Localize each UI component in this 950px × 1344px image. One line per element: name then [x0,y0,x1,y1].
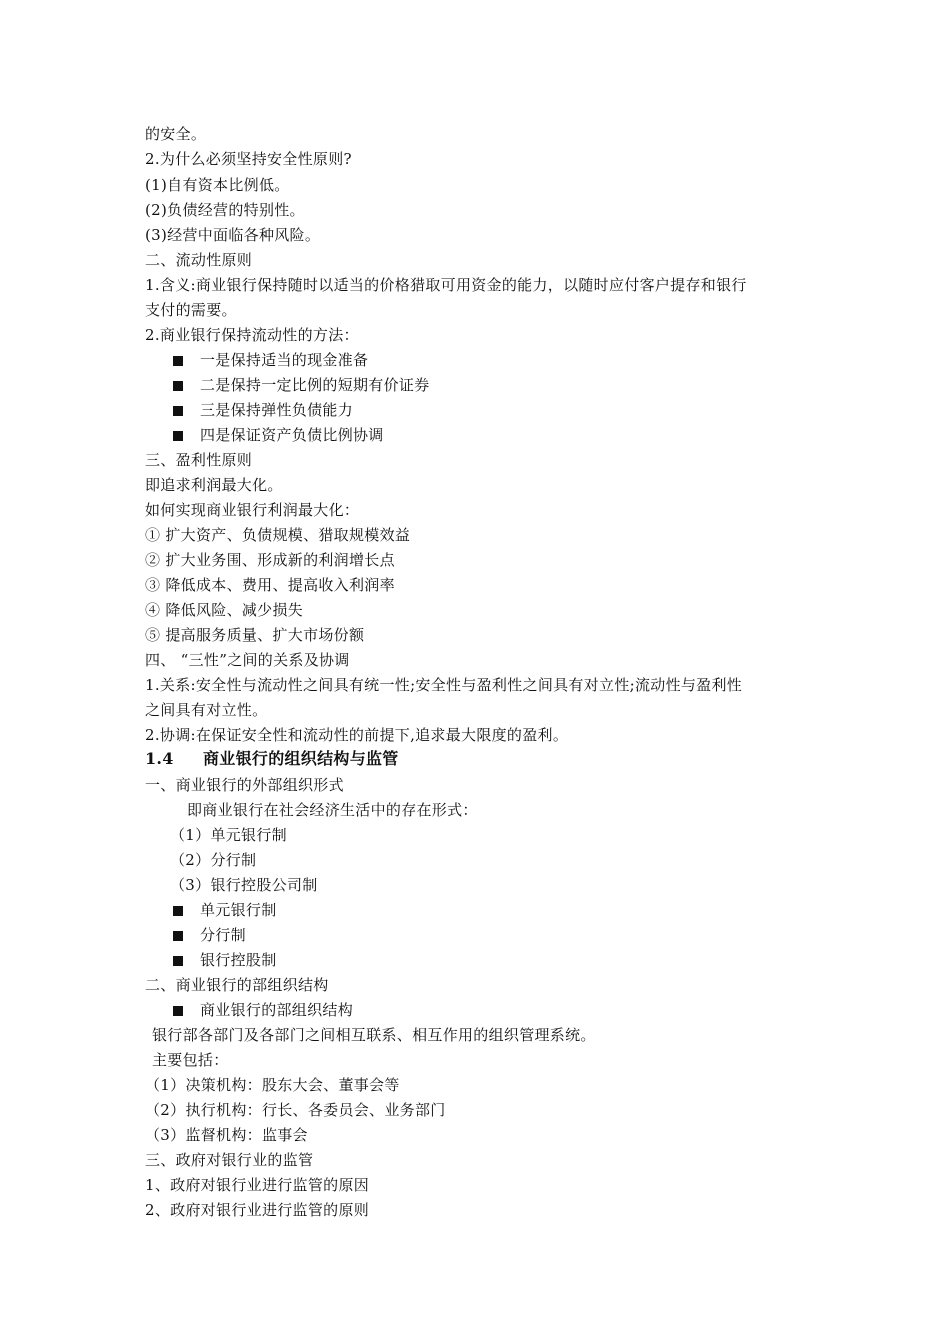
square-bullet-icon [173,356,183,366]
list-item-text: 三是保持弹性负债能力 [200,401,354,419]
text-line: （2）分行制 [170,851,257,869]
list-item [173,375,430,395]
list-item-text: 单元银行制 [200,901,277,919]
text-line: （3）银行控股公司制 [170,876,318,894]
section-heading: 三、政府对银行业的监管 [145,1151,314,1169]
text-line: （3）监督机构：监事会 [145,1126,308,1144]
section-heading: 三、盈利性原则 [145,451,253,469]
list-item [173,1000,353,1020]
section-heading: 四、 “三性”之间的关系及协调 [145,651,350,669]
section-heading: 一、商业银行的外部组织形式 [145,776,344,794]
list-item-text: 商业银行的部组织结构 [200,1001,354,1019]
list-item [173,400,353,420]
text-line: (3)经营中面临各种风险。 [145,226,321,244]
text-line: 1.关系:安全性与流动性之间具有统一性;安全性与盈利性之间具有对立性;流动性与盈利性 [145,676,743,694]
list-item [173,350,368,370]
list-item [173,925,246,945]
text-line: （2）执行机构：行长、各委员会、业务部门 [145,1101,446,1119]
square-bullet-icon [173,431,183,441]
list-item [173,425,384,445]
text-line: 主要包括： [152,1051,229,1069]
text-line: 即商业银行在社会经济生活中的存在形式： [187,801,478,819]
text-line: 1、政府对银行业进行监管的原因 [145,1176,370,1194]
text-line: ② 扩大业务围、形成新的利润增长点 [145,551,395,569]
text-line: 2、政府对银行业进行监管的原则 [145,1201,370,1219]
list-item-text: 一是保持适当的现金准备 [200,351,369,369]
text-line: 2.协调:在保证安全性和流动性的前提下,追求最大限度的盈利。 [145,726,569,744]
list-item [173,900,277,920]
text-line: (1)自有资本比例低。 [145,176,290,194]
text-line: 的安全。 [145,125,207,143]
list-item-text: 二是保持一定比例的短期有价证券 [200,376,430,394]
text-line: （1）决策机构：股东大会、董事会等 [145,1076,400,1094]
section-heading: 二、商业银行的部组织结构 [145,976,329,994]
text-line: 如何实现商业银行利润最大化： [145,501,360,519]
text-line: 2.商业银行保持流动性的方法： [145,326,359,344]
text-line: 支付的需要。 [145,301,237,319]
list-item [173,950,277,970]
text-line: 1.含义:商业银行保持随时以适当的价格猎取可用资金的能力，以随时应付客户提存和银行 [145,276,747,294]
list-item-text: 分行制 [200,926,246,944]
square-bullet-icon [173,956,183,966]
list-item-text: 四是保证资产负债比例协调 [200,426,384,444]
text-line: ① 扩大资产、负债规模、猎取规模效益 [145,526,411,544]
text-line: （1）单元银行制 [170,826,287,844]
square-bullet-icon [173,931,183,941]
chapter-title: 商业银行的组织结构与监管 [203,749,399,768]
list-item-text: 银行控股制 [200,951,277,969]
text-line: ④ 降低风险、减少损失 [145,601,304,619]
chapter-heading [145,749,399,769]
text-line: 之间具有对立性。 [145,701,268,719]
text-line: 银行部各部门及各部门之间相互联系、相互作用的组织管理系统。 [152,1026,596,1044]
section-heading: 二、流动性原则 [145,251,253,269]
text-line: (2)负债经营的特别性。 [145,201,305,219]
text-line: 2.为什么必须坚持安全性原则? [145,150,352,168]
text-line: ⑤ 提高服务质量、扩大市场份额 [145,626,365,644]
square-bullet-icon [173,406,183,416]
text-line: ③ 降低成本、费用、提高收入利润率 [145,576,395,594]
chapter-number: 1.4 [145,749,174,768]
square-bullet-icon [173,1006,183,1016]
square-bullet-icon [173,906,183,916]
square-bullet-icon [173,381,183,391]
text-line: 即追求利润最大化。 [145,476,283,494]
